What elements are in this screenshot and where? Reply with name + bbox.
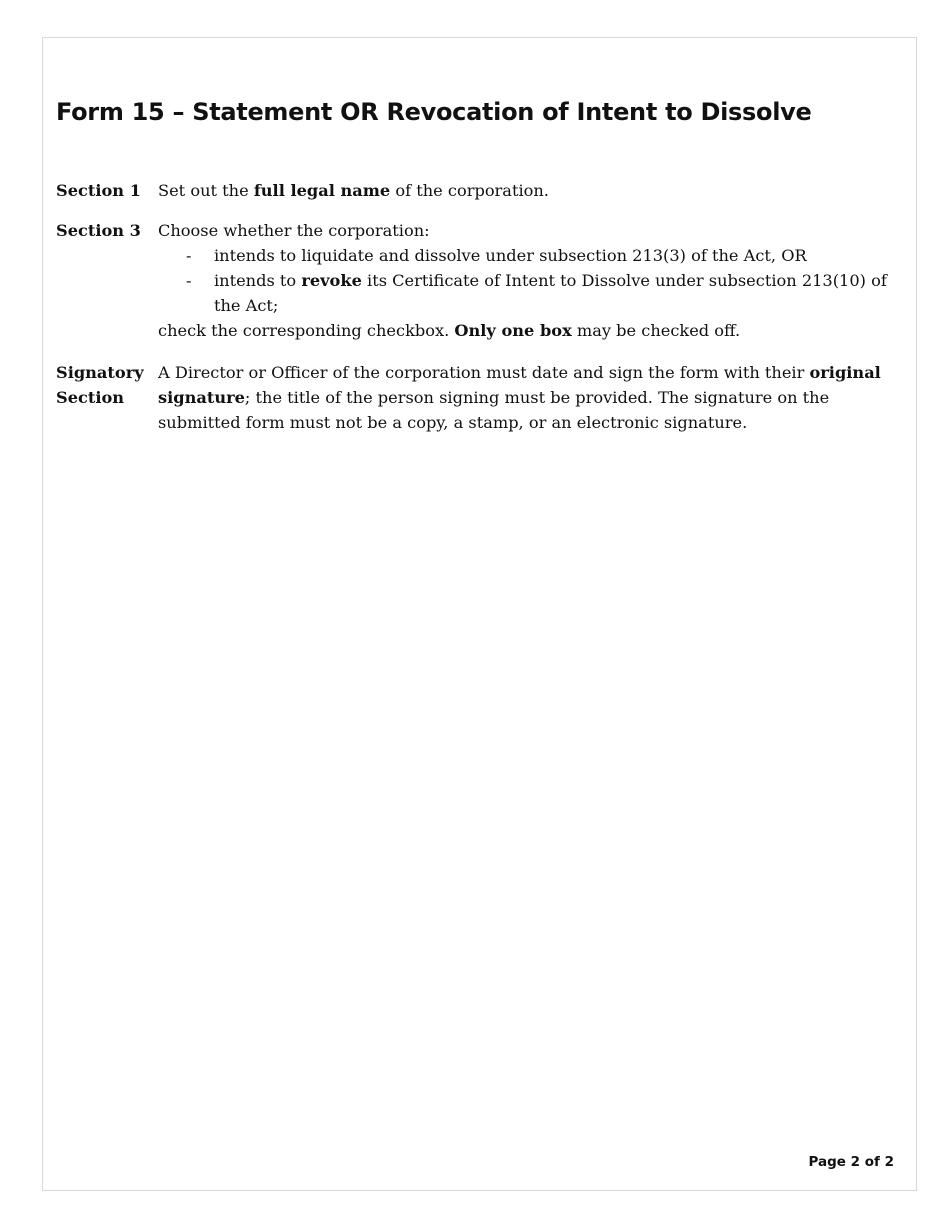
signatory-text-after: ; the title of the person signing must be provided. The signature on the submitted form must not be a copy, a stamp, or an electronic signature.: [158, 388, 830, 432]
list-item: [158, 268, 893, 318]
bullet-2-bold: revoke: [301, 271, 362, 290]
page-title: Form 15 – Statement OR Revocation of Intent to Dissolve: [56, 98, 812, 126]
section-1-label: Section 1: [56, 181, 141, 200]
signatory-section-label: [56, 360, 154, 410]
bullet-dash: -: [186, 246, 192, 265]
section-3-closing-after: may be checked off.: [571, 321, 741, 340]
section-3-intro: Choose whether the corporation:: [158, 221, 430, 240]
signatory-bold: original signature: [158, 363, 881, 407]
section-3-closing: [158, 318, 893, 343]
bullet-2-text-after: its Certificate of Intent to Dissolve under subsection 213(10) of the Act;: [214, 271, 887, 315]
section-3-closing-bold: Only one box: [454, 321, 572, 340]
signatory-section-text: [158, 360, 893, 435]
section-3-label: Section 3: [56, 221, 141, 240]
section-1-text-before: Set out the: [158, 181, 254, 200]
signatory-label-line-1: Signatory: [56, 363, 144, 382]
bullet-1-text: intends to liquidate and dissolve under subsection 213(3) of the Act, OR: [214, 246, 807, 265]
document-page: [42, 37, 917, 1191]
list-item: [158, 243, 893, 268]
section-1-text: [158, 178, 893, 203]
section-3-body: [158, 218, 893, 343]
signatory-text-before: A Director or Officer of the corporation must date and sign the form with their: [158, 363, 810, 382]
signatory-label-line-2: Section: [56, 388, 125, 407]
bullet-dash: -: [186, 271, 192, 290]
section-3-closing-before: check the corresponding checkbox.: [158, 321, 455, 340]
section-1-bold: full legal name: [253, 181, 391, 200]
section-1-text-after: of the corporation.: [390, 181, 549, 200]
page-number: Page 2 of 2: [808, 1154, 894, 1170]
bullet-2-text-before: intends to: [214, 271, 302, 290]
section-3-options-list: [158, 243, 893, 318]
